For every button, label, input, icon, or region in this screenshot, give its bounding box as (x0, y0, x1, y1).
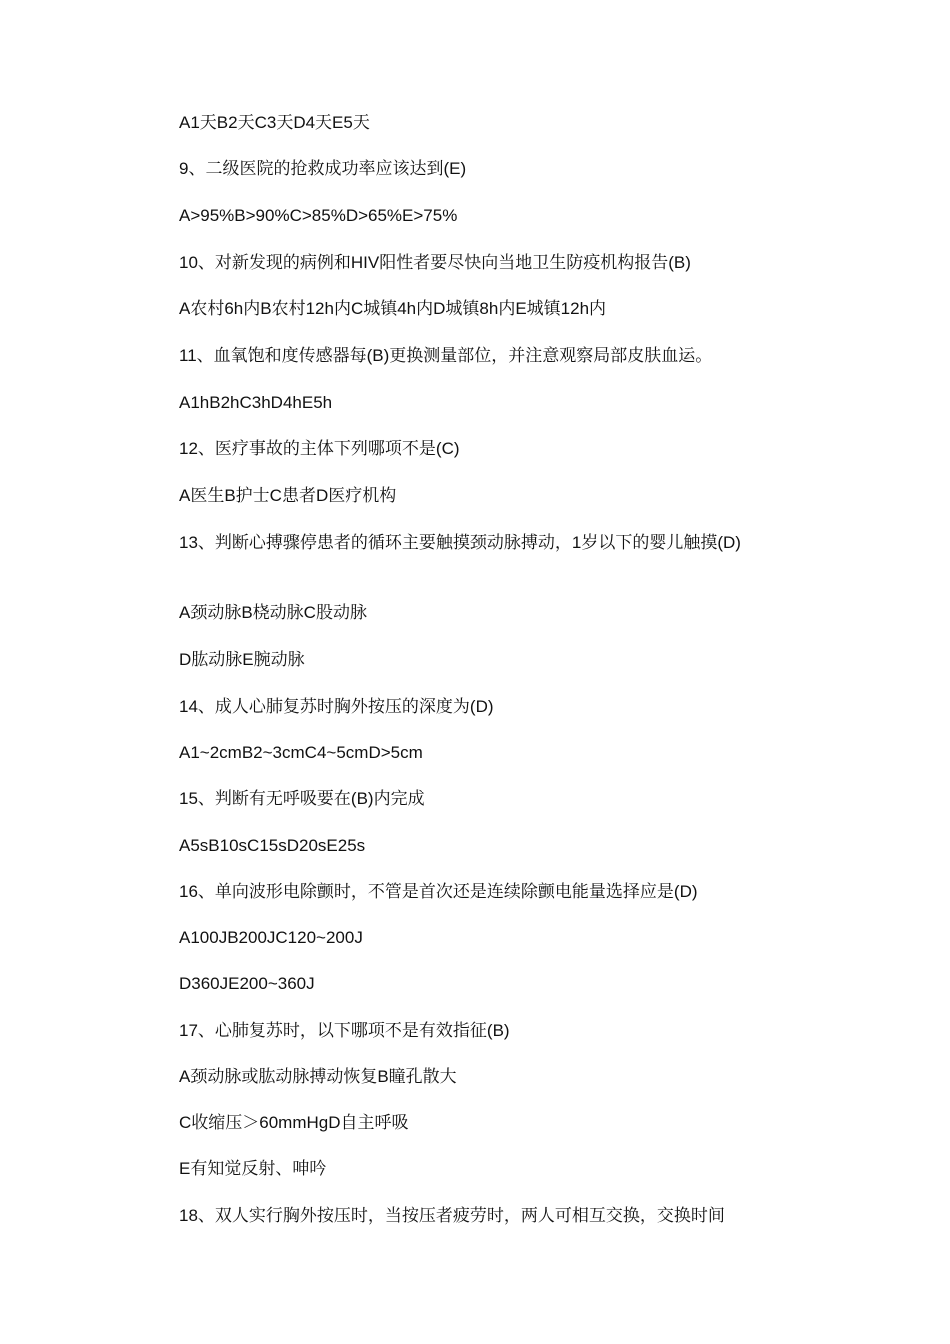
question-16: 16、单向波形电除颤时，不管是首次还是连续除颤电能量选择应是(D) (179, 882, 698, 901)
text-line: A医生B护士C患者D医疗机构 (179, 486, 397, 505)
question-18: 18、双人实行胸外按压时，当按压者疲劳时，两人可相互交换，交换时间 (179, 1206, 725, 1225)
text-line: A5sB10sC15sD20sE25s (179, 836, 366, 855)
question-9: 9、二级医院的抢救成功率应该达到(E) (179, 159, 467, 178)
text-line: A100JB200JC120~200J (179, 928, 363, 947)
question-17: 17、心肺复苏时，以下哪项不是有效指征(B) (179, 1021, 510, 1040)
text-line: C收缩压＞60mmHgD自主呼吸 (179, 1113, 409, 1132)
question-11: 11、血氧饱和度传感器每(B)更换测量部位，并注意观察局部皮肤血运。 (179, 346, 713, 365)
question-14: 14、成人心肺复苏时胸外按压的深度为(D) (179, 697, 494, 716)
text-line: A1hB2hC3hD4hE5h (179, 393, 333, 412)
question-10: 10、对新发现的病例和HIV阳性者要尽快向当地卫生防疫机构报告(B) (179, 253, 691, 272)
question-12: 12、医疗事故的主体下列哪项不是(C) (179, 439, 460, 458)
text-line: D肱动脉E腕动脉 (179, 650, 305, 669)
text-line: A>95%B>90%C>85%D>65%E>75% (179, 206, 458, 225)
text-line: D360JE200~360J (179, 974, 315, 993)
text-line: A农村6h内B农村12h内C城镇4h内D城镇8h内E城镇12h内 (179, 299, 607, 318)
text-line: A颈动脉B桡动脉C股动脉 (179, 603, 367, 622)
text-line: A1~2cmB2~3cmC4~5cmD>5cm (179, 743, 423, 762)
text-line: A颈动脉或肱动脉搏动恢复B瞳孔散大 (179, 1067, 457, 1086)
text-line: E有知觉反射、呻吟 (179, 1159, 327, 1178)
question-13: 13、判断心搏骤停患者的循环主要触摸颈动脉搏动，1岁以下的婴儿触摸(D) (179, 533, 741, 552)
question-15: 15、判断有无呼吸要在(B)内完成 (179, 789, 425, 808)
text-line: A1天B2天C3天D4天E5天 (179, 113, 370, 132)
